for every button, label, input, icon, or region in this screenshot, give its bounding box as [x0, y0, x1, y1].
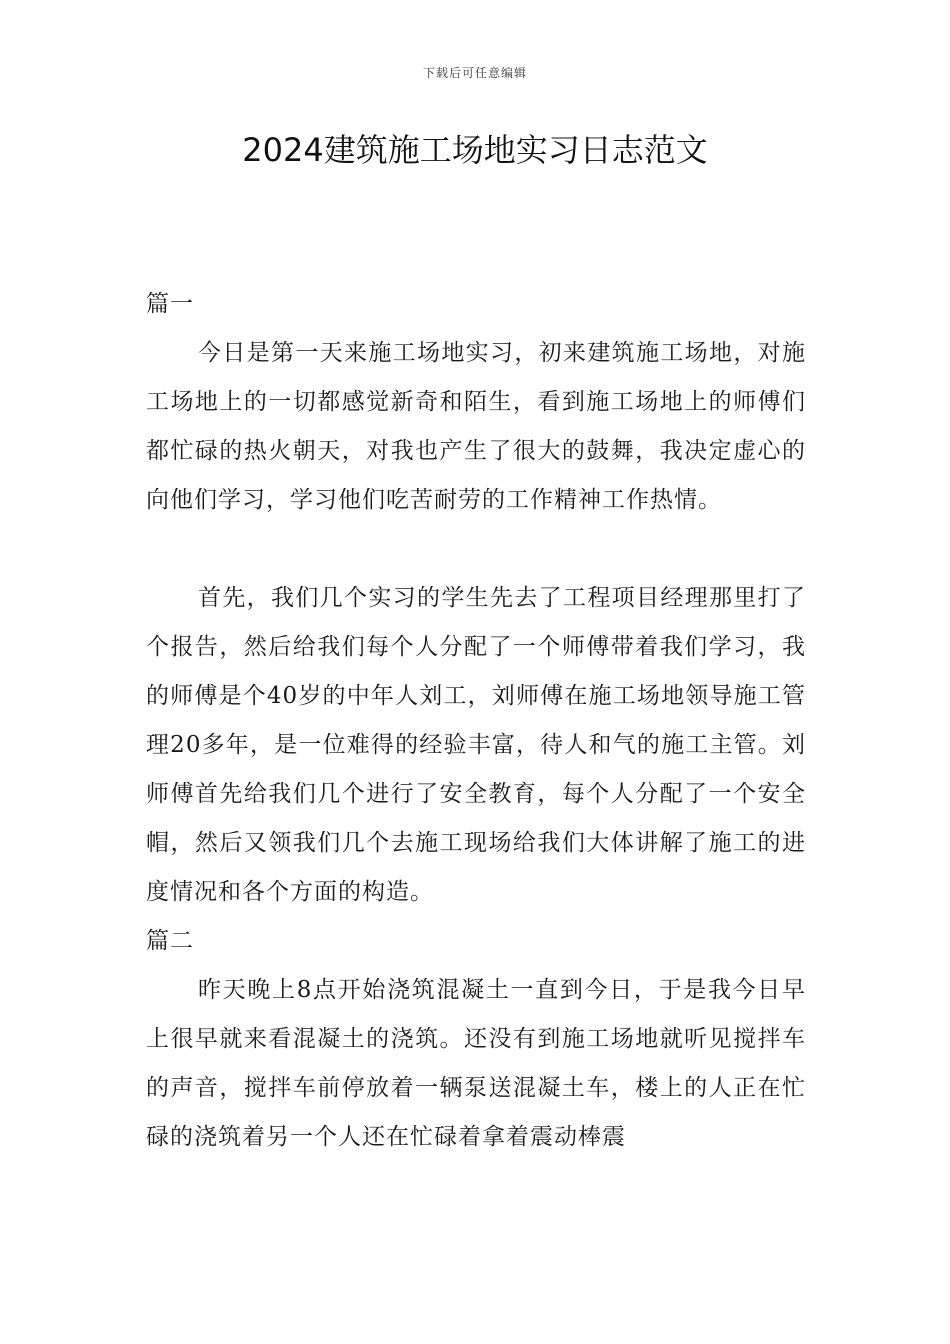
- paragraph: 今日是第一天来施工场地实习，初来建筑施工场地，对施工场地上的一切都感觉新奇和陌生，看到施工场地上的师傅们都忙碌的热火朝天，对我也产生了很大的鼓舞，我决定虚心的向他们学习，学习他们吃苦耐劳的工作精神工作热情。: [146, 340, 806, 513]
- section-heading-1: 篇一: [146, 291, 194, 317]
- paragraph: 昨天晚上8点开始浇筑混凝土一直到今日，于是我今日早上很早就来看混凝土的浇筑。还没有到施工场地就听见搅拌车的声音，搅拌车前停放着一辆泵送混凝土车，楼上的人正在忙碌的浇筑着另一个人还在忙碌着拿着震动棒震: [146, 977, 806, 1150]
- page-title: 2024建筑施工场地实习日志范文: [242, 131, 708, 169]
- paragraph-spacer: [146, 525, 806, 574]
- document-body: [146, 280, 806, 1162]
- section-heading-2: 篇二: [146, 928, 194, 954]
- header-note: 下载后可任意编辑: [422, 66, 527, 80]
- paragraph: 首先，我们几个实习的学生先去了工程项目经理那里打了个报告，然后给我们每个人分配了一个师傅带着我们学习，我的师傅是个40岁的中年人刘工，刘师傅在施工场地领导施工管理20多年，是一位难得的经验丰富，待人和气的施工主管。刘师傅首先给我们几个进行了安全教育，每个人分配了一个安全帽，然后又领我们几个去施工现场给我们大体讲解了施工的进度情况和各个方面的构造。: [146, 585, 806, 905]
